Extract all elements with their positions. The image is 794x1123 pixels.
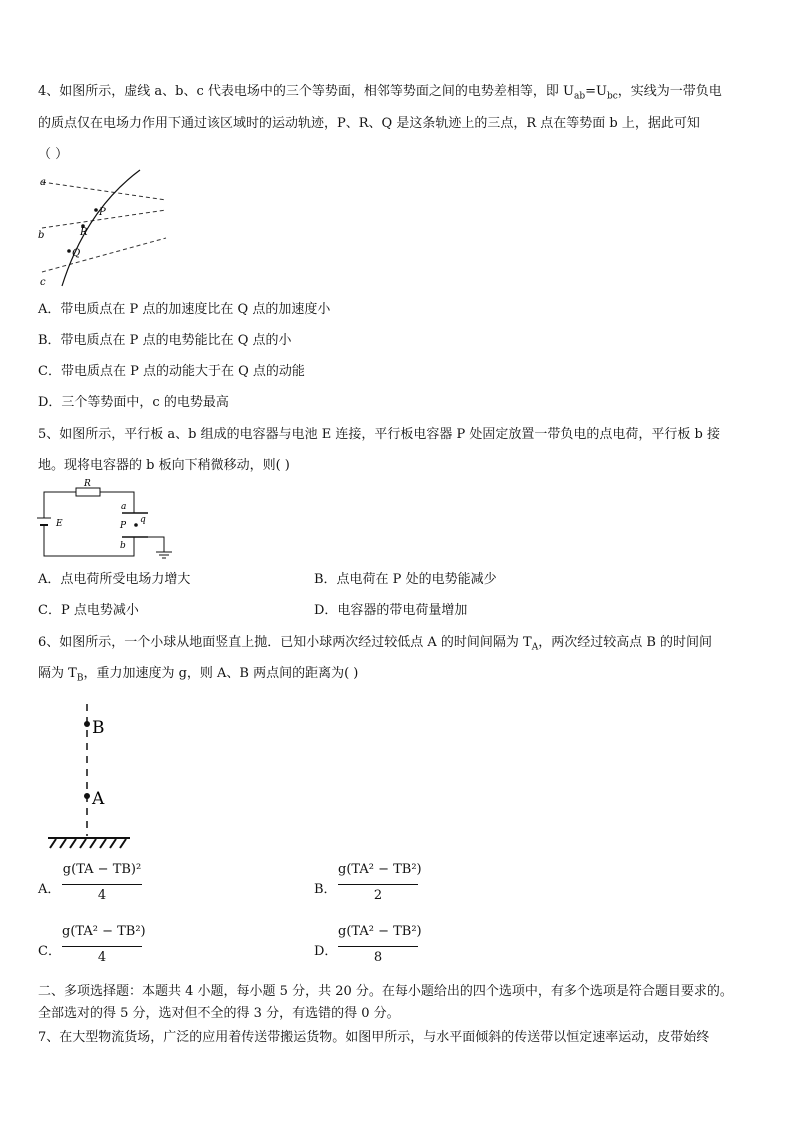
q6-sub-b: B [76, 673, 84, 684]
label-r: R [84, 479, 91, 489]
q5-stem-line1: 5、如图所示，平行板 a、b 组成的电容器与电池 E 连接，平行板电容器 P 处固定放置一带负电的点电荷，平行板 b 接 [38, 427, 720, 442]
point-charge-dot [134, 523, 138, 527]
label-q: Q [72, 248, 81, 259]
equipotential-c-line [42, 238, 166, 272]
fraction-bar [338, 884, 418, 885]
label-a: A [92, 789, 105, 809]
q4-stem-line1 [38, 84, 722, 105]
q6-stem-text-d: ，重力加速度为 g，则 A、B 两点间的距离为( ) [83, 666, 359, 681]
q4-sub-ab: ab [573, 91, 586, 102]
q6-sub-a: A [531, 642, 539, 653]
point-p-dot [94, 208, 98, 212]
label-p: P [120, 521, 127, 531]
fraction-numerator: g(TA² − TB²) [338, 924, 422, 939]
q5-option-a: A．点电荷所受电场力增大 [38, 572, 191, 587]
point-q-dot [67, 249, 71, 253]
q4-stem-text-a: 4、如图所示，虚线 a、b、c 代表电场中的三个等势面，相邻等势面之间的电势差相等，即 U [38, 84, 574, 99]
label-q: q [140, 515, 146, 525]
ground-wire [148, 537, 164, 552]
label-a: a [121, 502, 127, 512]
q6-stem-line2 [38, 666, 358, 687]
q5-option-c: C．P 点电势减小 [38, 603, 139, 618]
fraction-bar [62, 946, 142, 947]
q6-stem-line1 [38, 635, 712, 656]
q6-option-c-label: C． [38, 944, 61, 959]
q5-option-b: B．点电荷在 P 处的电势能减少 [314, 572, 497, 587]
resistor-r [76, 488, 100, 496]
q4-option-c: C．带电质点在 P 点的动能大于在 Q 点的动能 [38, 364, 305, 379]
ground-hatching [50, 839, 126, 848]
q6-option-a-fraction [62, 862, 142, 906]
q6-stem-text-b: ，两次经过较高点 B 的时间间 [538, 635, 713, 650]
q4-option-a: A．带电质点在 P 点的加速度比在 Q 点的加速度小 [38, 302, 331, 317]
fraction-bar [338, 946, 418, 947]
label-b: b [38, 230, 45, 241]
equipotential-a-line [42, 182, 166, 200]
q7-stem-line1: 7、在大型物流货场，广泛的应用着传送带搬运货物。如图甲所示，与水平面倾斜的传送带以恒定速率运动，皮带始终 [38, 1030, 710, 1045]
label-e: E [56, 519, 63, 529]
fraction-denominator: 2 [373, 888, 383, 903]
q4-sub-bc: bc [606, 91, 618, 102]
q6-stem-text-c: 隔为 T [38, 666, 77, 681]
q6-option-d-label: D． [314, 944, 338, 959]
q6-option-c-fraction [62, 924, 146, 968]
label-b: B [92, 718, 105, 738]
q6-option-b-label: B． [314, 882, 337, 897]
q4-stem-line2: 的质点仅在电场力作用下通过该区域时的运动轨迹，P、R、Q 是这条轨迹上的三点，R 点在等势面 b 上，据此可知 [38, 116, 700, 131]
q6-stem-text-a: 6、如图所示，一个小球从地面竖直上抛．已知小球两次经过较低点 A 的时间间隔为 T [38, 635, 532, 650]
fraction-bar [62, 884, 142, 885]
fraction-numerator: g(TA² − TB²) [338, 862, 422, 877]
trajectory-curve [62, 170, 140, 286]
q4-figure [36, 170, 176, 288]
circuit-wire-top-right [100, 492, 134, 513]
q6-option-d-fraction [338, 924, 422, 968]
q5-stem-line2: 地。现将电容器的 b 板向下稍微移动，则( ) [38, 458, 290, 473]
q4-option-d: D．三个等势面中，c 的电势最高 [38, 395, 229, 410]
q6-option-b-fraction [338, 862, 422, 906]
q5-circuit-figure [36, 480, 186, 565]
fraction-denominator: 4 [97, 950, 107, 965]
fraction-denominator: 8 [373, 950, 383, 965]
fraction-denominator: 4 [97, 888, 107, 903]
q6-figure [40, 698, 150, 853]
section2-instructions-line1: 二、多项选择题：本题共 4 小题，每小题 5 分，共 20 分。在每小题给出的四个选项中，有多个选项是符合题目要求的。 [38, 984, 733, 999]
fraction-numerator: g(TA − TB)² [62, 862, 142, 877]
q4-stem-line3: （ ） [38, 147, 69, 162]
circuit-wire-top [44, 492, 76, 512]
label-r: R [80, 227, 88, 238]
label-c: c [40, 277, 46, 288]
q4-stem-text-b: ，实线为一带负电 [617, 84, 722, 99]
fraction-numerator: g(TA² − TB²) [62, 924, 146, 939]
label-a: a [40, 177, 46, 188]
q6-option-a-label: A． [38, 882, 61, 897]
point-a-dot [84, 793, 90, 799]
q4-eq: =U [585, 84, 607, 99]
point-b-dot [84, 721, 90, 727]
q5-option-d: D．电容器的带电荷量增加 [314, 603, 468, 618]
q4-option-b: B．带电质点在 P 点的电势能比在 Q 点的小 [38, 333, 292, 348]
label-p: P [99, 207, 106, 218]
section2-instructions-line2: 全部选对的得 5 分，选对但不全的得 3 分，有选错的得 0 分。 [38, 1006, 400, 1021]
label-b: b [120, 541, 126, 551]
